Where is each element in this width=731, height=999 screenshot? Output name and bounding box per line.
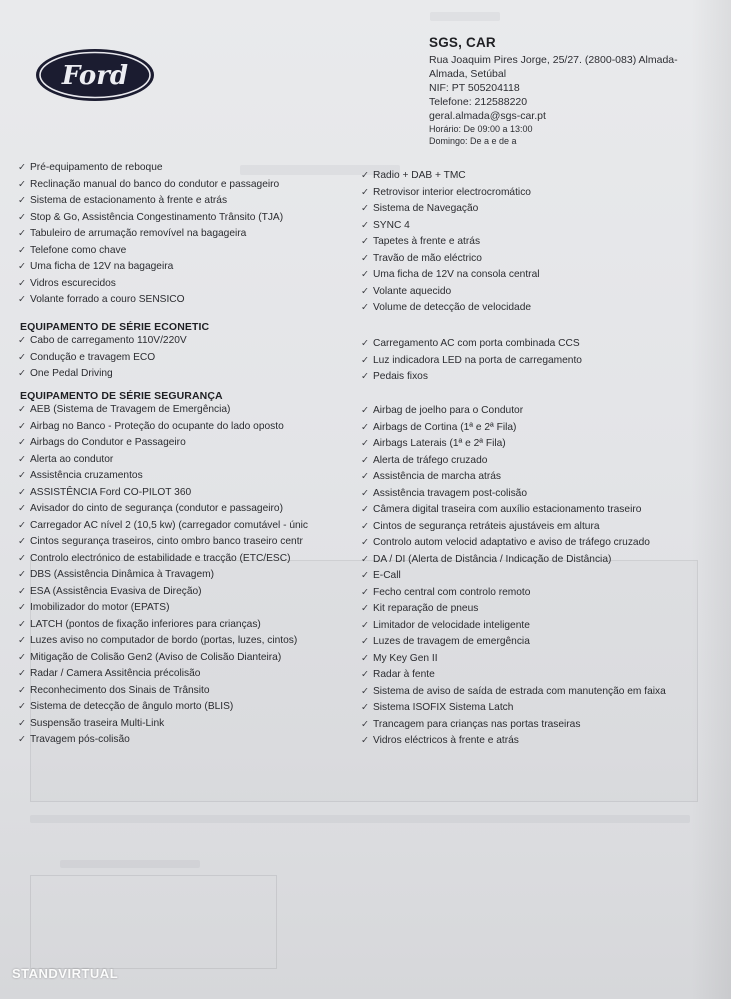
equipment-item (18, 177, 283, 194)
equipment-item-label: Airbags do Condutor e Passageiro (30, 437, 186, 448)
equipment-item-label: Tabuleiro de arrumação removível na bagageira (30, 228, 247, 239)
equipment-item-label: Radar / Camera Assitência précolisão (30, 668, 201, 679)
check-icon: ✓ (361, 603, 369, 614)
equipment-item-label: Stop & Go, Assistência Congestinamento Trânsito (TJA) (30, 211, 284, 223)
equipment-item (361, 618, 666, 635)
equipment-item-label: Volume de detecção de velocidade (373, 302, 532, 313)
check-icon: ✓ (361, 718, 369, 730)
equipment-item-label: Sistema de detecção de ângulo morto (BLIS) (30, 701, 234, 712)
check-icon: ✓ (18, 734, 26, 745)
check-icon: ✓ (18, 244, 26, 256)
equipment-item-label: Luzes aviso no computador de bordo (portas, luzes, cintos) (30, 635, 298, 646)
equipment-item (18, 160, 283, 177)
address-line-2: Almada, Setúbal (429, 68, 507, 80)
equipment-item-label: ESA (Assistência Evasiva de Direção) (30, 585, 202, 597)
check-icon: ✓ (361, 471, 369, 482)
equipment-item-label: Reclinação manual do banco do condutor e passageiro (30, 178, 280, 190)
equipment-item-label: Telefone como chave (30, 244, 127, 256)
equipment-item (361, 284, 540, 301)
equipment-item (361, 568, 666, 585)
equipment-item (18, 452, 308, 469)
ford-logo (34, 47, 156, 103)
equipment-item-label: Travagem pós-colisão (30, 734, 130, 745)
equipment-item-label: Tapetes à frente e atrás (373, 236, 481, 247)
check-icon: ✓ (18, 420, 26, 432)
equipment-item (18, 518, 308, 535)
equipment-item-label: Retrovisor interior electrocromático (373, 186, 531, 198)
equipment-item-label: Mitigação de Colisão Gen2 (Aviso de Colisão Dianteira) (30, 651, 282, 663)
equipment-item-label: My Key Gen II (373, 652, 438, 664)
check-icon: ✓ (361, 438, 369, 449)
check-icon: ✓ (18, 552, 26, 564)
equipment-item (361, 267, 540, 284)
equipment-item (18, 333, 187, 350)
equipment-item-label: Travão de mão eléctrico (373, 252, 482, 264)
equipment-item (18, 485, 308, 502)
equipment-item-label: AEB (Sistema de Travagem de Emergência) (30, 404, 231, 415)
equipment-item-label: Alerta ao condutor (30, 453, 114, 465)
equipment-item-label: Luzes de travagem de emergência (373, 636, 530, 647)
equipment-item-label: Airbags Laterais (1ª e 2ª Fila) (373, 438, 506, 449)
equipment-item (18, 501, 308, 518)
check-icon: ✓ (18, 178, 26, 190)
address-line-1: Rua Joaquim Pires Jorge, 25/27. (2800-083) Almada- (429, 54, 678, 66)
sunday-hours: Domingo: De a e de a (429, 136, 517, 146)
equipment-item (361, 535, 666, 552)
check-icon: ✓ (18, 602, 26, 613)
equipment-item-label: Radio + DAB + TMC (373, 170, 466, 181)
dealer-header (429, 36, 709, 147)
equipment-item (361, 585, 666, 602)
check-icon: ✓ (361, 669, 369, 680)
equipment-item-label: LATCH (pontos de fixação inferiores para crianças) (30, 618, 261, 630)
equipment-item-label: Volante aquecido (373, 285, 452, 297)
equipment-item-label: Reconhecimento dos Sinais de Trânsito (30, 684, 210, 696)
equipment-item (361, 300, 540, 317)
equipment-item (18, 292, 283, 309)
equipment-item (361, 436, 666, 453)
check-icon: ✓ (361, 735, 369, 746)
standvirtual-watermark: STANDVIRTUAL (12, 966, 119, 981)
equipment-item (361, 700, 666, 717)
section-title-seguranca: EQUIPAMENTO DE SÉRIE SEGURANÇA (20, 390, 223, 402)
equipment-item-label: Avisador do cinto de segurança (condutor e passageiro) (30, 503, 283, 514)
equipment-item-label: Sistema de estacionamento à frente e atrás (30, 195, 228, 206)
equipment-item (18, 584, 308, 601)
equipment-item (18, 732, 308, 749)
equipment-item (361, 469, 666, 486)
equipment-item (18, 193, 283, 210)
check-icon: ✓ (18, 519, 26, 531)
equipment-item-label: Airbag de joelho para o Condutor (373, 405, 524, 416)
equipment-item (361, 519, 666, 536)
equipment-item (361, 486, 666, 503)
equipment-item (18, 666, 308, 683)
equipment-item (18, 683, 308, 700)
check-icon: ✓ (18, 437, 26, 448)
equipment-item (18, 617, 308, 634)
equipment-item (361, 634, 666, 651)
equipment-item-label: Imobilizador do motor (EPATS) (30, 602, 170, 613)
check-icon: ✓ (18, 335, 26, 346)
check-icon: ✓ (361, 504, 369, 515)
check-icon: ✓ (361, 652, 369, 664)
equipment-item (361, 218, 540, 235)
equipment-item-label: Controlo autom velocid adaptativo e aviso de tráfego cruzado (373, 537, 650, 548)
equipment-item-label: Assistência travagem post-colisão (373, 487, 528, 499)
check-icon: ✓ (361, 421, 369, 433)
check-icon: ✓ (361, 170, 369, 181)
check-icon: ✓ (361, 302, 369, 313)
check-icon: ✓ (18, 684, 26, 696)
equipment-item-label: Radar à fente (373, 669, 435, 680)
equipment-item-label: Assistência cruzamentos (30, 470, 143, 481)
equipment-item (18, 419, 308, 436)
equipment-item-label: One Pedal Driving (30, 368, 113, 379)
check-icon: ✓ (361, 570, 369, 581)
equipment-item-label: Volante forrado a couro SENSICO (30, 294, 185, 305)
equipment-item (361, 336, 582, 353)
equipment-item (18, 534, 308, 551)
equipment-item-label: Cintos de segurança retráteis ajustáveis em altura (373, 520, 600, 532)
equipment-item-label: SYNC 4 (373, 219, 410, 231)
check-icon: ✓ (18, 195, 26, 206)
equipment-list-top-left (18, 160, 283, 309)
check-icon: ✓ (18, 368, 26, 379)
equipment-item (361, 502, 666, 519)
econetic-list-right (361, 336, 582, 386)
equipment-item (361, 733, 666, 750)
check-icon: ✓ (361, 553, 369, 565)
equipment-item (361, 168, 540, 185)
nif: NIF: PT 505204118 (429, 82, 520, 94)
equipment-item-label: Uma ficha de 12V na consola central (373, 269, 540, 280)
equipment-item (18, 633, 308, 650)
equipment-item (18, 650, 308, 667)
check-icon: ✓ (18, 536, 26, 547)
equipment-item-label: Limitador de velocidade inteligente (373, 619, 530, 631)
equipment-item (18, 402, 308, 419)
equipment-item-label: Controlo electrónico de estabilidade e tracção (ETC/ESC) (30, 552, 291, 564)
check-icon: ✓ (361, 338, 369, 349)
check-icon: ✓ (18, 668, 26, 679)
check-icon: ✓ (361, 405, 369, 416)
check-icon: ✓ (18, 351, 26, 363)
check-icon: ✓ (361, 685, 369, 697)
equipment-item (361, 552, 666, 569)
equipment-item-label: Fecho central com controlo remoto (373, 586, 531, 598)
bleed-through-signature-box (30, 875, 277, 969)
equipment-item (18, 350, 187, 367)
equipment-item (18, 551, 308, 568)
equipment-item (361, 234, 540, 251)
equipment-item (361, 185, 540, 202)
check-icon: ✓ (18, 486, 26, 498)
bleed-through (430, 12, 500, 21)
equipment-item (18, 468, 308, 485)
equipment-item-label: Assistência de marcha atrás (373, 471, 501, 482)
check-icon: ✓ (18, 569, 26, 580)
equipment-item (361, 403, 666, 420)
equipment-item-label: Luz indicadora LED na porta de carregamento (373, 354, 582, 366)
check-icon: ✓ (18, 294, 26, 305)
equipment-item (18, 567, 308, 584)
check-icon: ✓ (18, 261, 26, 272)
check-icon: ✓ (18, 404, 26, 415)
check-icon: ✓ (361, 285, 369, 297)
equipment-item (18, 276, 283, 293)
equipment-item (361, 251, 540, 268)
check-icon: ✓ (18, 277, 26, 289)
equipment-item-label: Carregamento AC com porta combinada CCS (373, 338, 580, 349)
equipment-item-label: Uma ficha de 12V na bagageira (30, 261, 174, 272)
seguranca-list-left (18, 402, 308, 749)
seguranca-list-right (361, 403, 666, 750)
equipment-item-label: Vidros eléctricos à frente e atrás (373, 735, 519, 746)
equipment-item (361, 453, 666, 470)
check-icon: ✓ (18, 701, 26, 712)
check-icon: ✓ (361, 186, 369, 198)
equipment-item (18, 600, 308, 617)
equipment-item (361, 353, 582, 370)
equipment-list-top-right (361, 168, 540, 317)
equipment-item (18, 435, 308, 452)
equipment-item-label: Câmera digital traseira com auxílio estacionamento traseiro (373, 504, 642, 515)
check-icon: ✓ (18, 635, 26, 646)
equipment-item-label: Suspensão traseira Multi-Link (30, 717, 165, 729)
company-name: SGS, CAR (429, 35, 496, 50)
check-icon: ✓ (361, 371, 369, 382)
equipment-item-label: Alerta de tráfego cruzado (373, 454, 488, 466)
equipment-item-label: Sistema ISOFIX Sistema Latch (373, 702, 514, 713)
check-icon: ✓ (361, 219, 369, 231)
check-icon: ✓ (361, 537, 369, 548)
check-icon: ✓ (361, 236, 369, 247)
bleed-through (60, 860, 200, 868)
equipment-item (361, 684, 666, 701)
equipment-item (18, 366, 187, 383)
check-icon: ✓ (18, 211, 26, 223)
check-icon: ✓ (361, 269, 369, 280)
equipment-item (18, 259, 283, 276)
check-icon: ✓ (18, 651, 26, 663)
equipment-item (361, 651, 666, 668)
equipment-item (18, 243, 283, 260)
check-icon: ✓ (18, 228, 26, 239)
equipment-item (361, 717, 666, 734)
equipment-item-label: Cintos segurança traseiros, cinto ombro banco traseiro centr (30, 536, 303, 547)
equipment-item-label: Sistema de Navegação (373, 203, 479, 214)
equipment-item-label: Condução e travagem ECO (30, 351, 156, 363)
check-icon: ✓ (18, 503, 26, 514)
equipment-item-label: Pedais fixos (373, 371, 428, 382)
equipment-item-label: Carregador AC nível 2 (10,5 kw) (carregador comutável - únic (30, 519, 309, 531)
check-icon: ✓ (18, 162, 26, 173)
equipment-item-label: Vidros escurecidos (30, 277, 116, 289)
section-title-econetic: EQUIPAMENTO DE SÉRIE ECONETIC (20, 321, 210, 333)
check-icon: ✓ (361, 203, 369, 214)
check-icon: ✓ (361, 702, 369, 713)
equipment-item-label: E-Call (373, 570, 401, 581)
equipment-item-label: Pré-equipamento de reboque (30, 162, 163, 173)
equipment-item (18, 210, 283, 227)
check-icon: ✓ (361, 586, 369, 598)
equipment-item-label: Airbags de Cortina (1ª e 2ª Fila) (373, 421, 517, 433)
equipment-item (361, 420, 666, 437)
equipment-item-label: DA / DI (Alerta de Distância / Indicação de Distância) (373, 553, 612, 565)
equipment-item-label: Cabo de carregamento 110V/220V (30, 335, 187, 346)
check-icon: ✓ (361, 354, 369, 366)
equipment-item (361, 667, 666, 684)
check-icon: ✓ (18, 618, 26, 630)
check-icon: ✓ (18, 717, 26, 729)
check-icon: ✓ (361, 487, 369, 499)
check-icon: ✓ (18, 470, 26, 481)
bleed-through (30, 815, 690, 823)
econetic-list-left (18, 333, 187, 383)
equipment-item-label: Kit reparação de pneus (373, 603, 479, 614)
email: geral.almada@sgs-car.pt (429, 110, 546, 122)
check-icon: ✓ (18, 453, 26, 465)
equipment-item (361, 201, 540, 218)
equipment-item (18, 699, 308, 716)
equipment-item (361, 369, 582, 386)
equipment-item-label: Sistema de aviso de saída de estrada com manutenção em faixa (373, 685, 666, 697)
equipment-item-label: DBS (Assistência Dinâmica à Travagem) (30, 569, 215, 580)
hours: Horário: De 09:00 a 13:00 (429, 124, 533, 134)
check-icon: ✓ (18, 585, 26, 597)
check-icon: ✓ (361, 252, 369, 264)
check-icon: ✓ (361, 619, 369, 631)
check-icon: ✓ (361, 454, 369, 466)
check-icon: ✓ (361, 636, 369, 647)
equipment-item-label: Airbag no Banco - Proteção do ocupante do lado oposto (30, 420, 284, 432)
check-icon: ✓ (361, 520, 369, 532)
equipment-item-label: ASSISTÊNCIA Ford CO-PILOT 360 (30, 486, 192, 498)
phone: Telefone: 212588220 (429, 96, 528, 108)
equipment-item-label: Trancagem para crianças nas portas traseiras (373, 718, 581, 730)
page-shadow (691, 0, 731, 999)
equipment-item (18, 716, 308, 733)
ford-logo-text: Ford (61, 61, 129, 91)
equipment-item (18, 226, 283, 243)
equipment-item (361, 601, 666, 618)
